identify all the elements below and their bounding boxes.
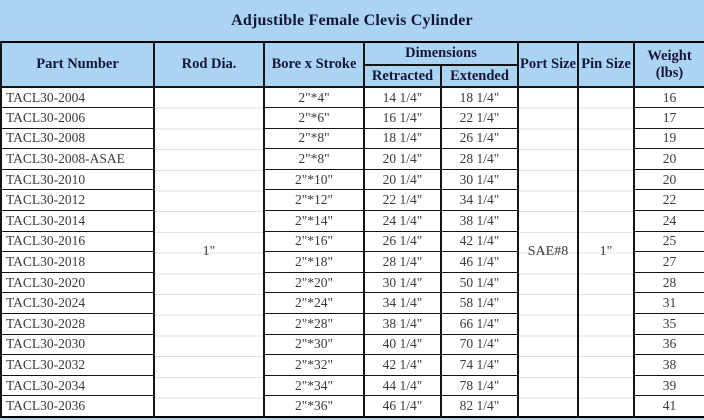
col-header-extended: Extended <box>441 65 518 87</box>
bore-stroke-cell: 2"*8" <box>264 128 364 149</box>
weight-cell: 35 <box>634 314 704 335</box>
part-number-cell: TACL30-2004 <box>1 87 154 108</box>
retracted-cell: 40 1/4" <box>364 334 441 355</box>
header-row-1 <box>1 42 704 65</box>
extended-cell: 34 1/4" <box>441 190 518 211</box>
bore-stroke-cell: 2"*16" <box>264 231 364 252</box>
extended-cell: 58 1/4" <box>441 293 518 314</box>
weight-cell: 17 <box>634 108 704 129</box>
extended-cell: 22 1/4" <box>441 108 518 129</box>
part-number-cell: TACL30-2012 <box>1 190 154 211</box>
weight-cell: 22 <box>634 190 704 211</box>
weight-cell: 25 <box>634 231 704 252</box>
part-number-cell: TACL30-2036 <box>1 396 154 417</box>
bore-stroke-cell: 2"*28" <box>264 314 364 335</box>
retracted-cell: 26 1/4" <box>364 231 441 252</box>
pin-size-merged-cell: 1" <box>578 87 634 417</box>
part-number-cell: TACL30-2032 <box>1 355 154 376</box>
retracted-cell: 18 1/4" <box>364 128 441 149</box>
retracted-cell: 20 1/4" <box>364 169 441 190</box>
bore-stroke-cell: 2"*30" <box>264 334 364 355</box>
part-number-cell: TACL30-2018 <box>1 252 154 273</box>
table-title: Adjustible Female Clevis Cylinder <box>231 11 473 29</box>
extended-cell: 26 1/4" <box>441 128 518 149</box>
bore-stroke-cell: 2"*12" <box>264 190 364 211</box>
retracted-cell: 42 1/4" <box>364 355 441 376</box>
part-number-cell: TACL30-2008 <box>1 128 154 149</box>
extended-cell: 28 1/4" <box>441 149 518 170</box>
part-number-cell: TACL30-2008-ASAE <box>1 149 154 170</box>
part-number-cell: TACL30-2028 <box>1 314 154 335</box>
retracted-cell: 28 1/4" <box>364 252 441 273</box>
bore-stroke-cell: 2"*24" <box>264 293 364 314</box>
retracted-cell: 16 1/4" <box>364 108 441 129</box>
col-header-rod-dia: Rod Dia. <box>154 42 264 87</box>
extended-cell: 46 1/4" <box>441 252 518 273</box>
retracted-cell: 30 1/4" <box>364 272 441 293</box>
part-number-cell: TACL30-2034 <box>1 375 154 396</box>
extended-cell: 42 1/4" <box>441 231 518 252</box>
part-number-cell: TACL30-2006 <box>1 108 154 129</box>
bore-stroke-cell: 2"*36" <box>264 396 364 417</box>
weight-cell: 31 <box>634 293 704 314</box>
bore-stroke-cell: 2"*6" <box>264 108 364 129</box>
extended-cell: 74 1/4" <box>441 355 518 376</box>
weight-cell: 39 <box>634 375 704 396</box>
extended-cell: 38 1/4" <box>441 211 518 232</box>
col-header-weight <box>634 42 704 87</box>
part-number-cell: TACL30-2030 <box>1 334 154 355</box>
bore-stroke-cell: 2"*4" <box>264 87 364 108</box>
col-header-port-size: Port Size <box>518 42 578 87</box>
bore-stroke-cell: 2"*8" <box>264 149 364 170</box>
retracted-cell: 22 1/4" <box>364 190 441 211</box>
weight-cell: 16 <box>634 87 704 108</box>
clevis-cylinder-spec-table <box>0 41 704 418</box>
table-row <box>1 87 704 108</box>
extended-cell: 30 1/4" <box>441 169 518 190</box>
extended-cell: 82 1/4" <box>441 396 518 417</box>
rod-dia-merged-cell: 1" <box>154 87 264 417</box>
weight-cell: 20 <box>634 169 704 190</box>
bore-stroke-cell: 2"*32" <box>264 355 364 376</box>
weight-cell: 20 <box>634 149 704 170</box>
part-number-cell: TACL30-2010 <box>1 169 154 190</box>
table-body <box>1 87 704 417</box>
bore-stroke-cell: 2"*20" <box>264 272 364 293</box>
bore-stroke-cell: 2"*10" <box>264 169 364 190</box>
weight-cell: 28 <box>634 272 704 293</box>
retracted-cell: 46 1/4" <box>364 396 441 417</box>
part-number-cell: TACL30-2014 <box>1 211 154 232</box>
extended-cell: 78 1/4" <box>441 375 518 396</box>
extended-cell: 66 1/4" <box>441 314 518 335</box>
weight-label-line1: Weight <box>647 47 692 64</box>
weight-cell: 36 <box>634 334 704 355</box>
weight-cell: 38 <box>634 355 704 376</box>
col-header-part-number: Part Number <box>1 42 154 87</box>
weight-label-line2: (lbs) <box>655 64 684 81</box>
weight-cell: 41 <box>634 396 704 417</box>
part-number-cell: TACL30-2016 <box>1 231 154 252</box>
retracted-cell: 44 1/4" <box>364 375 441 396</box>
bore-stroke-cell: 2"*18" <box>264 252 364 273</box>
extended-cell: 50 1/4" <box>441 272 518 293</box>
bore-stroke-cell: 2"*34" <box>264 375 364 396</box>
retracted-cell: 14 1/4" <box>364 87 441 108</box>
extended-cell: 18 1/4" <box>441 87 518 108</box>
col-header-pin-size: Pin Size <box>578 42 634 87</box>
part-number-cell: TACL30-2024 <box>1 293 154 314</box>
retracted-cell: 34 1/4" <box>364 293 441 314</box>
retracted-cell: 24 1/4" <box>364 211 441 232</box>
weight-cell: 27 <box>634 252 704 273</box>
col-header-dimensions: Dimensions <box>364 42 518 65</box>
port-size-merged-cell: SAE#8 <box>518 87 578 417</box>
table-header <box>1 42 704 87</box>
extended-cell: 70 1/4" <box>441 334 518 355</box>
col-header-bore-stroke: Bore x Stroke <box>264 42 364 87</box>
part-number-cell: TACL30-2020 <box>1 272 154 293</box>
retracted-cell: 38 1/4" <box>364 314 441 335</box>
bore-stroke-cell: 2"*14" <box>264 211 364 232</box>
retracted-cell: 20 1/4" <box>364 149 441 170</box>
weight-cell: 24 <box>634 211 704 232</box>
weight-cell: 19 <box>634 128 704 149</box>
col-header-retracted: Retracted <box>364 65 441 87</box>
